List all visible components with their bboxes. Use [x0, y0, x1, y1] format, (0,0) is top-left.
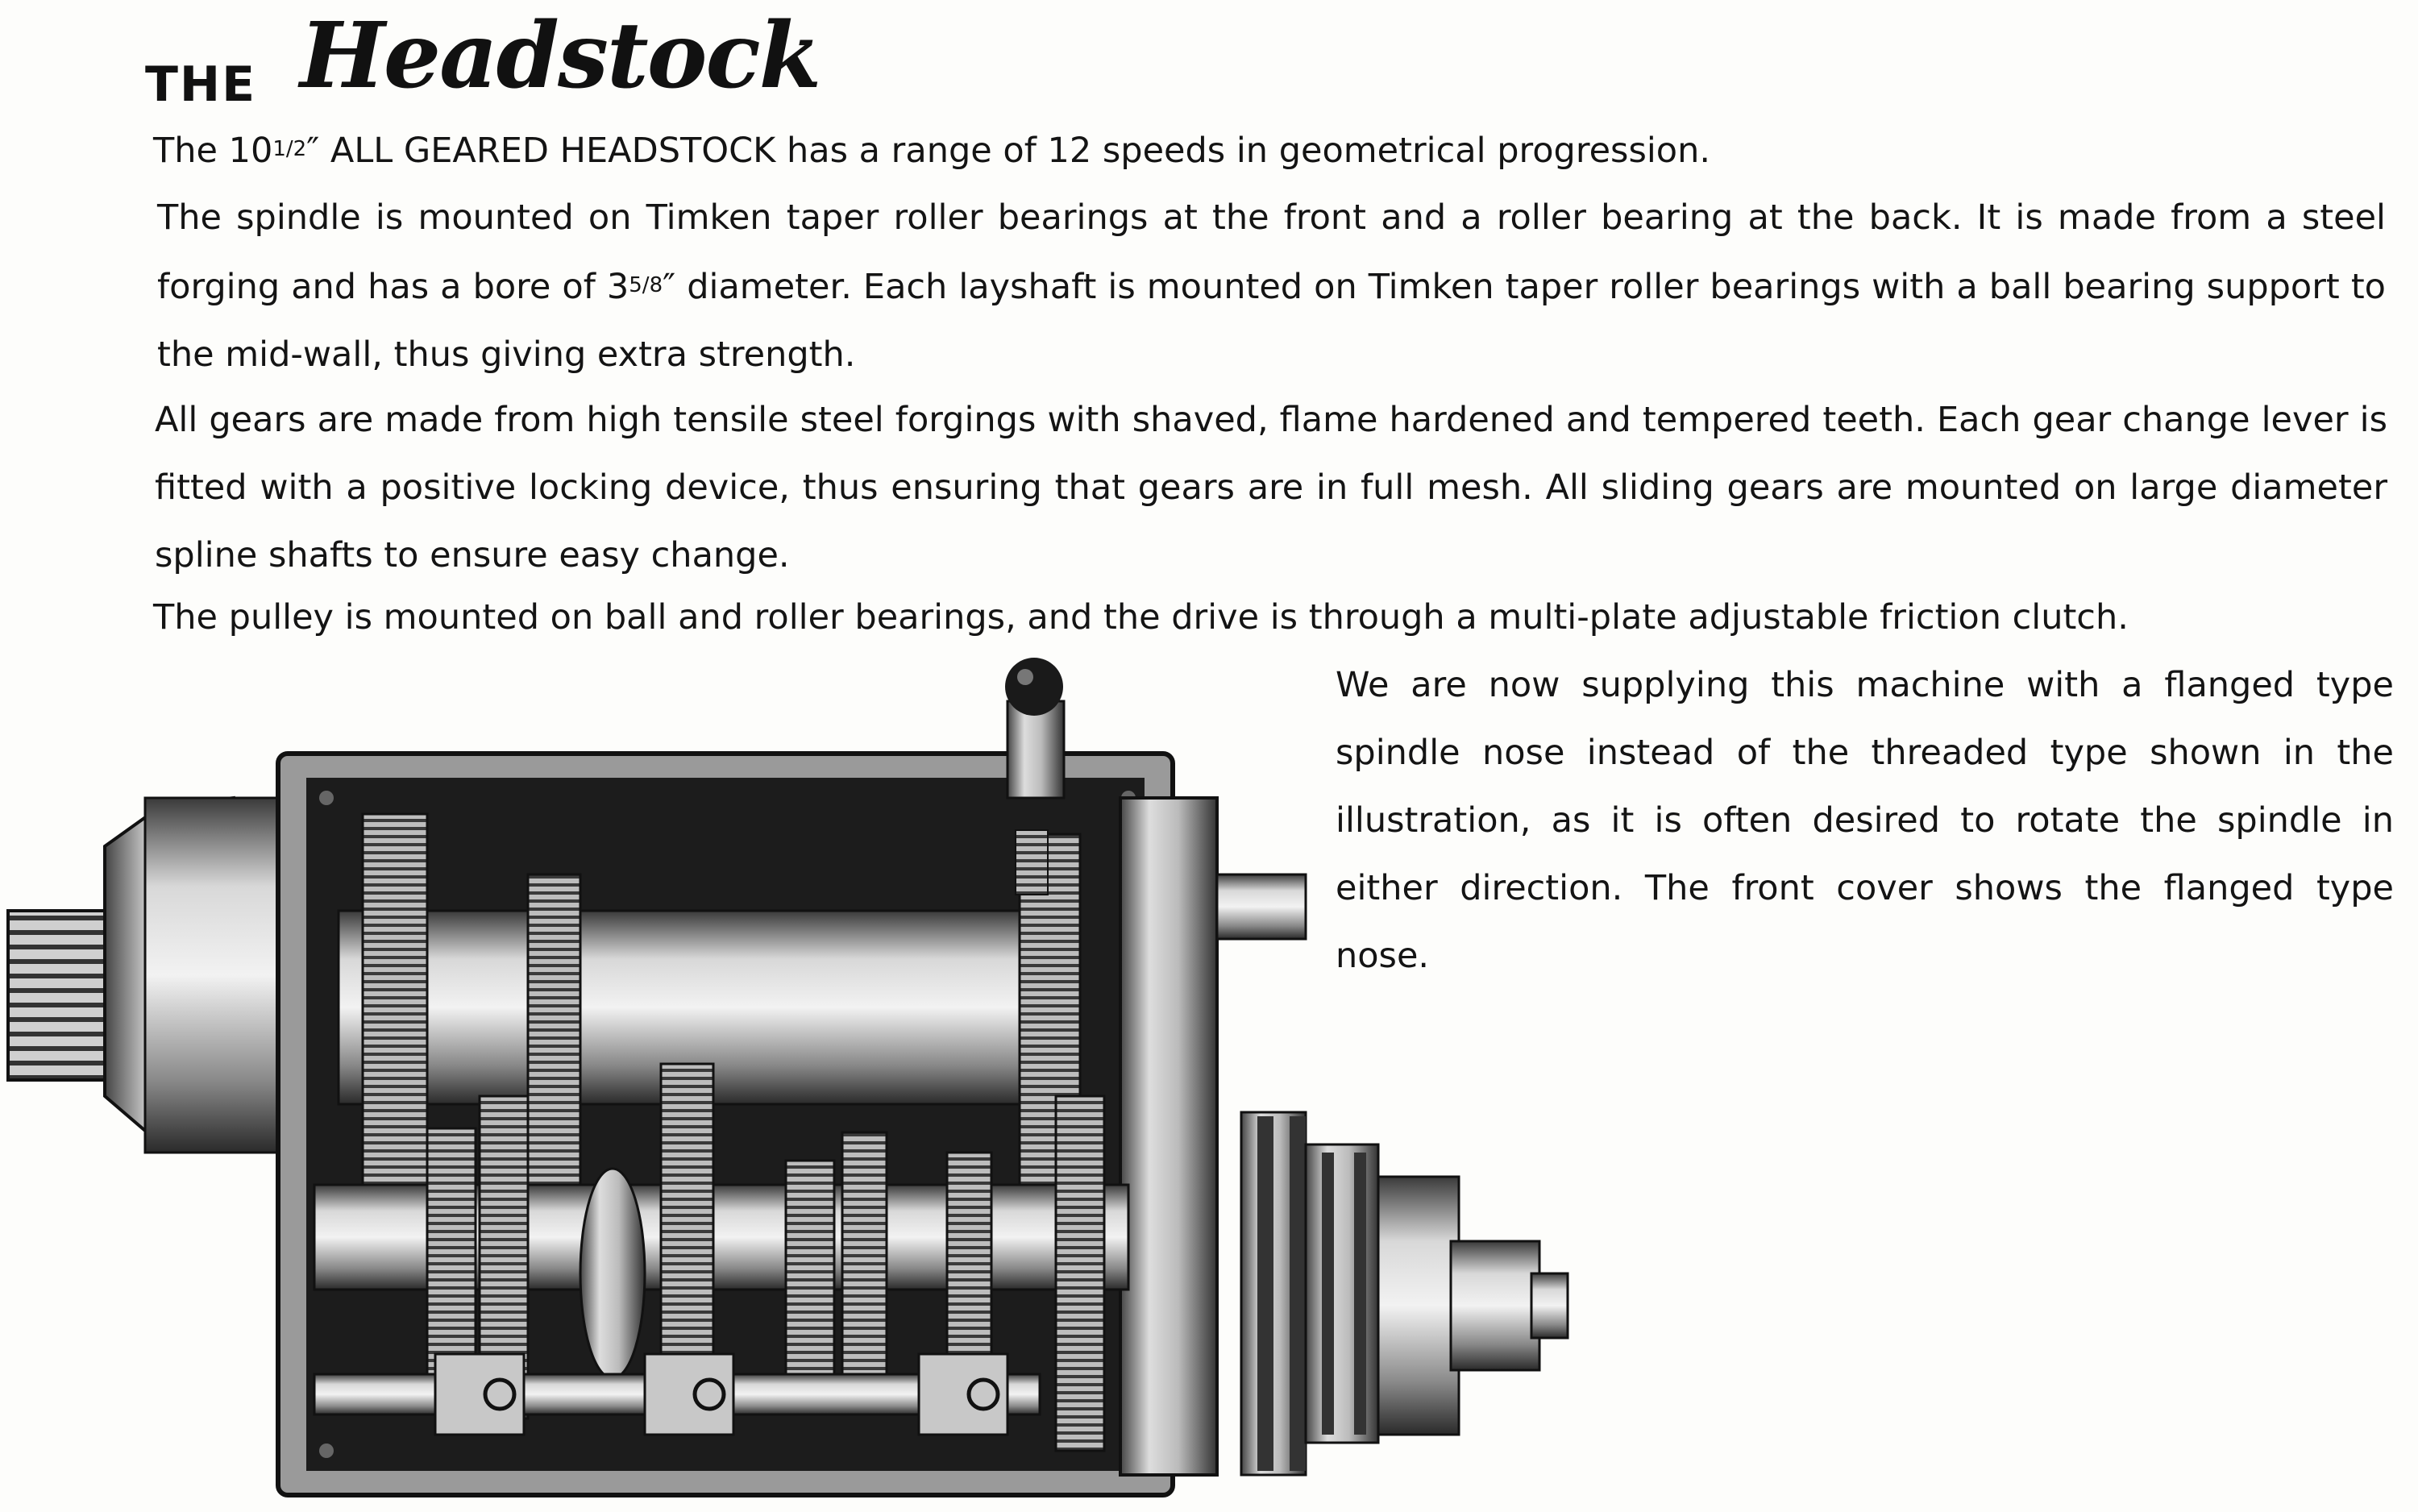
paragraph-speeds: The 101/2″ ALL GEARED HEADSTOCK has a range of 12 speeds in geometrical progression.	[153, 131, 1711, 171]
paragraph-gears: All gears are made from high tensile steel forgings with shaved, flame hardened and tempered teeth. Each gear change lever is fitted with a positive locking device, thus ensuring that gears are in full mesh. All sliding gears are mounted on large diameter spline shafts to ensure easy change.	[155, 400, 2387, 575]
paragraph-pulley: The pulley is mounted on ball and roller bearings, and the drive is through a multi-plate adjustable friction clutch.	[153, 597, 2129, 638]
title-script: Headstock	[300, 3, 821, 109]
spindle-nose	[8, 798, 290, 1153]
fraction-half: 1/2	[272, 137, 307, 161]
paragraph-spindle: The spindle is mounted on Timken taper roller bearings at the front and a roller bearing at the back. It is made from a steel forging and has a bore of 35/8″ diameter. Each layshaft is mounted on Timken taper roller bearings with a ball bearing support to the mid-wall, thus giving extra strength.	[157, 197, 2386, 375]
gear-lever-knob	[1005, 658, 1064, 798]
fraction-five-eighths: 5/8	[629, 273, 663, 297]
paragraph-spindle-nose: We are now supplying this machine with a flanged type spindle nose instead of the threaded type shown in the illustration, as it is often desired to rotate the spindle in either direction. The front cover shows the flanged type nose.	[1336, 665, 2394, 976]
title-prefix: THE	[145, 56, 257, 113]
headstock-illustration	[0, 645, 1580, 1512]
vee-pulley	[1241, 1112, 1568, 1475]
tail-shaft	[1217, 874, 1306, 939]
